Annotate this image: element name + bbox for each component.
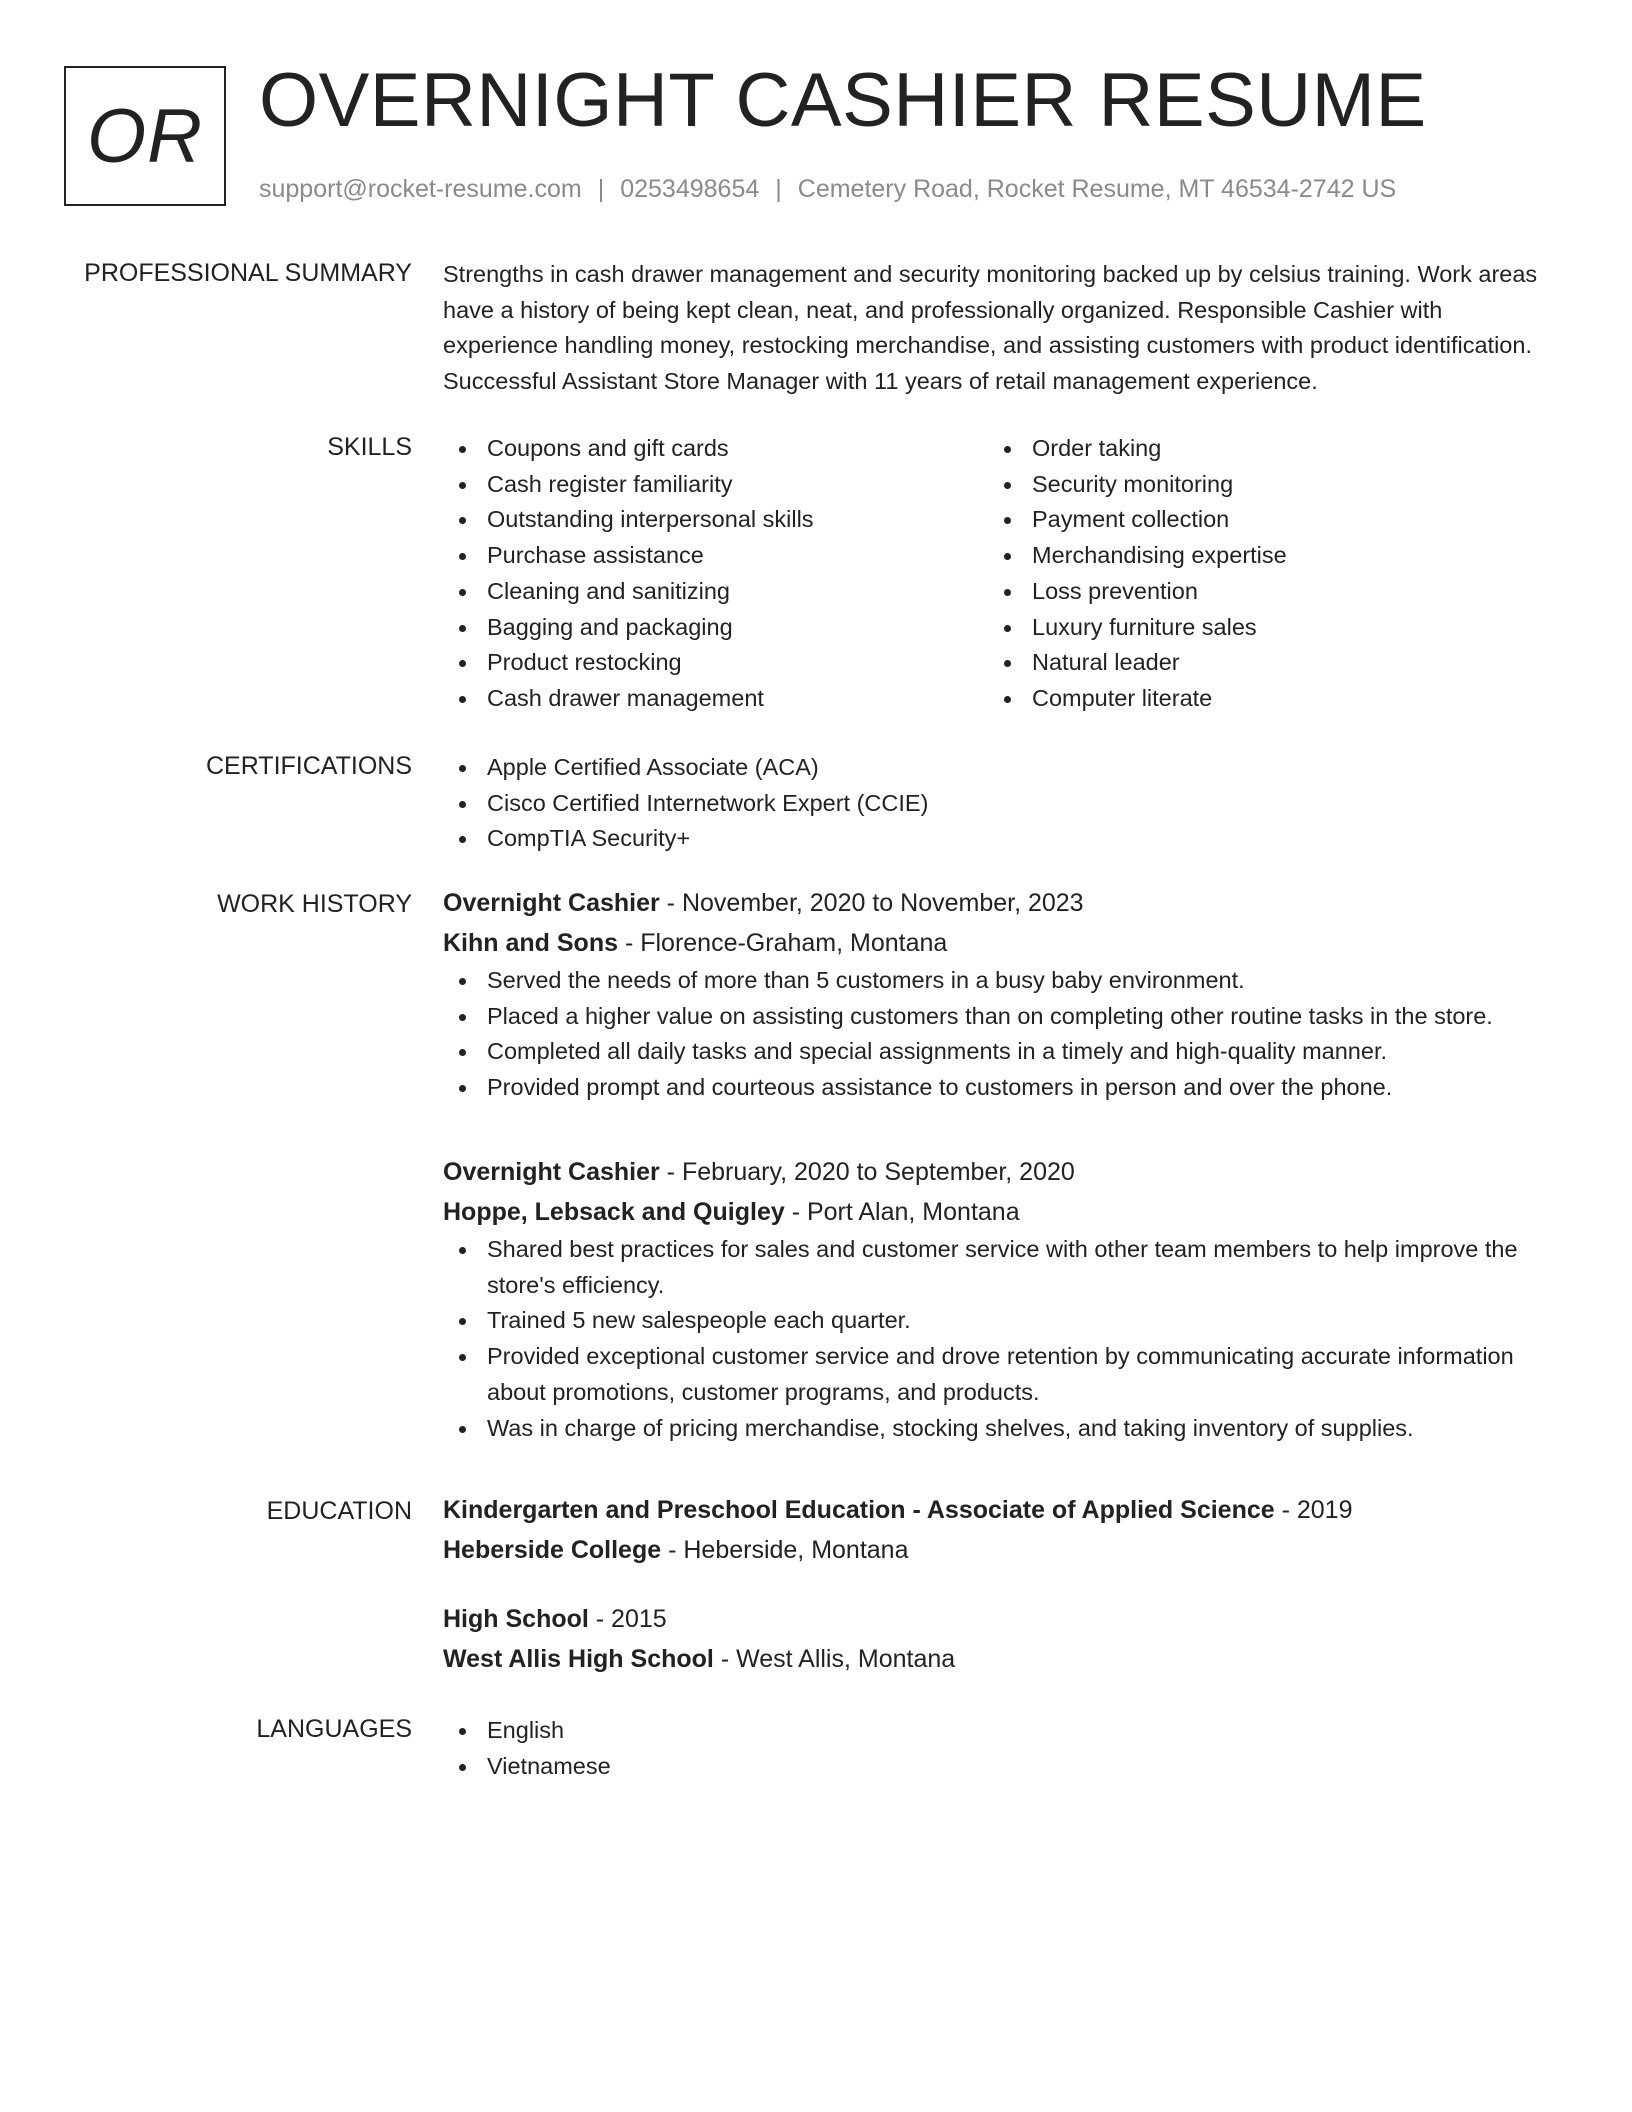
job-dates: - February, 2020 to September, 2020: [659, 1158, 1075, 1186]
skill-item: Security monitoring: [988, 467, 1287, 503]
skill-item: Bagging and packaging: [443, 610, 814, 646]
job-location: - Florence-Graham, Montana: [618, 929, 948, 957]
skill-item: Outstanding interpersonal skills: [443, 502, 814, 538]
education-degree-line: [443, 1599, 1563, 1639]
job-company-line: [443, 923, 1563, 963]
skill-item: Product restocking: [443, 645, 814, 681]
skill-item: Cash register familiarity: [443, 467, 814, 503]
job-company-line: [443, 1192, 1563, 1232]
certification-item: Apple Certified Associate (ACA): [443, 750, 1563, 786]
section-label-languages: LANGUAGES: [256, 1715, 412, 1743]
skill-item: Loss prevention: [988, 574, 1287, 610]
certification-item: CompTIA Security+: [443, 821, 1563, 857]
education-location: - Heberside, Montana: [661, 1536, 909, 1564]
skill-item: Cash drawer management: [443, 681, 814, 717]
job-company: Kihn and Sons: [443, 929, 618, 957]
job-duty: Shared best practices for sales and customer service with other team members to help improve the store's efficiency.: [443, 1232, 1533, 1303]
education-location: - West Allis, Montana: [713, 1645, 956, 1673]
job-title: Overnight Cashier: [443, 889, 660, 917]
education-school-line: [443, 1530, 1563, 1570]
skill-item: Cleaning and sanitizing: [443, 574, 814, 610]
skill-item: Purchase assistance: [443, 538, 814, 574]
language-item: Vietnamese: [443, 1749, 1563, 1785]
job-duty: Provided prompt and courteous assistance to customers in person and over the phone.: [443, 1070, 1563, 1106]
job-entry: [443, 1152, 1563, 1446]
certifications-list: [443, 750, 1563, 857]
education-entry: [443, 1490, 1563, 1570]
summary-text: Strengths in cash drawer management and security monitoring backed up by celsius training. Work areas have a history of being kept clean, neat, and professionally organized. Responsible Cashier with experience handling money, restocking merchandise, and assisting customers with product identification. Successful Assistant Store Manager with 11 years of retail management experience.: [443, 261, 1538, 395]
section-label-work-history: WORK HISTORY: [217, 890, 412, 918]
job-duty: Was in charge of pricing merchandise, stocking shelves, and taking inventory of supplies.: [443, 1411, 1533, 1447]
job-duty: Trained 5 new salespeople each quarter.: [443, 1303, 1533, 1339]
job-location: - Port Alan, Montana: [784, 1198, 1020, 1226]
contact-separator: |: [775, 175, 782, 203]
contact-line: [259, 173, 1396, 205]
job-title-line: [443, 883, 1563, 923]
job-duty: Served the needs of more than 5 customers in a busy baby environment.: [443, 963, 1563, 999]
job-duty: Provided exceptional customer service and drove retention by communicating accurate information about promotions, customer programs, and products.: [443, 1339, 1533, 1410]
education-year: - 2015: [588, 1605, 667, 1633]
education-school: West Allis High School: [443, 1645, 714, 1673]
skill-item: Computer literate: [988, 681, 1287, 717]
section-label-education: EDUCATION: [266, 1497, 412, 1525]
education-school: Heberside College: [443, 1536, 662, 1564]
job-duties: [443, 1232, 1533, 1446]
skill-item: Natural leader: [988, 645, 1287, 681]
skills-column-left: [443, 431, 814, 717]
education-degree: High School: [443, 1605, 589, 1633]
language-item: English: [443, 1713, 1563, 1749]
section-label-summary: PROFESSIONAL SUMMARY: [84, 259, 412, 287]
education-degree-line: [443, 1490, 1563, 1530]
languages-list: [443, 1713, 1563, 1784]
contact-phone[interactable]: 0253498654: [620, 175, 760, 203]
job-entry: [443, 883, 1563, 1106]
skill-item: Coupons and gift cards: [443, 431, 814, 467]
skills-list: [443, 431, 1563, 721]
job-duties: [443, 963, 1563, 1106]
contact-separator: |: [597, 175, 605, 203]
certification-item: Cisco Certified Internetwork Expert (CCIE): [443, 786, 1563, 822]
skill-item: Order taking: [988, 431, 1287, 467]
job-title: Overnight Cashier: [443, 1158, 660, 1186]
skill-item: Luxury furniture sales: [988, 610, 1287, 646]
skill-item: Payment collection: [988, 502, 1287, 538]
resume-title: OVERNIGHT CASHIER RESUME: [259, 58, 1427, 143]
education-entry: [443, 1599, 1563, 1679]
job-duty: Placed a higher value on assisting customers than on completing other routine tasks in the store.: [443, 999, 1563, 1035]
education-year: - 2019: [1274, 1496, 1353, 1524]
monogram-text: OR: [87, 93, 203, 179]
education-school-line: [443, 1639, 1563, 1679]
contact-address: Cemetery Road, Rocket Resume, MT 46534-2742 US: [797, 175, 1397, 203]
contact-email[interactable]: support@rocket-resume.com: [259, 175, 582, 203]
job-company: Hoppe, Lebsack and Quigley: [443, 1198, 785, 1226]
monogram-logo: [64, 66, 226, 206]
job-duty: Completed all daily tasks and special assignments in a timely and high-quality manner.: [443, 1034, 1563, 1070]
skill-item: Merchandising expertise: [988, 538, 1287, 574]
skills-column-right: [988, 431, 1287, 717]
job-dates: - November, 2020 to November, 2023: [659, 889, 1084, 917]
job-title-line: [443, 1152, 1563, 1192]
section-label-skills: SKILLS: [327, 433, 412, 461]
education-degree: Kindergarten and Preschool Education - Associate of Applied Science: [443, 1496, 1275, 1524]
section-label-certifications: CERTIFICATIONS: [205, 752, 412, 780]
